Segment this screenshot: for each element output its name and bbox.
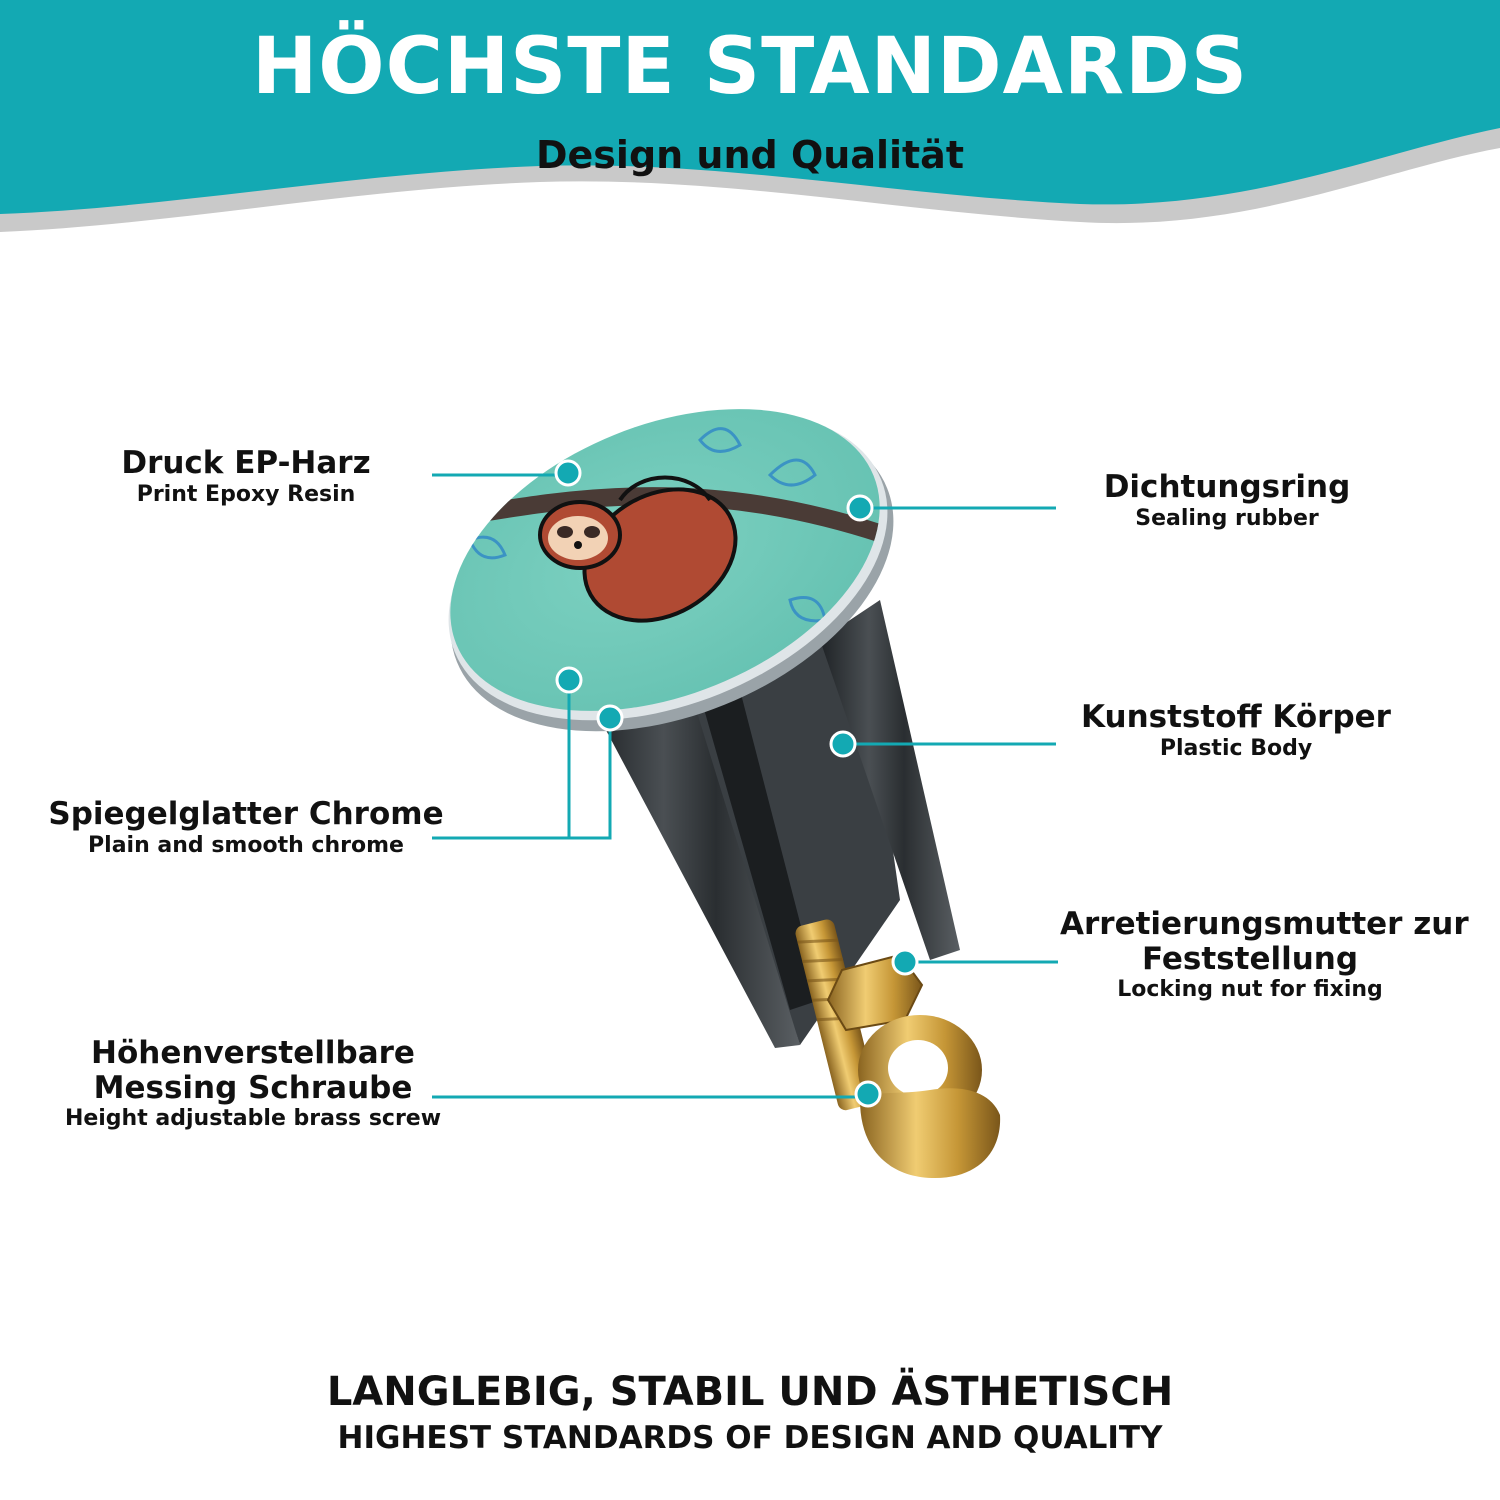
callout-plastic-body — [1071, 700, 1401, 761]
page-subtitle: Design und Qualität — [535, 133, 964, 177]
page-title: HÖCHSTE STANDARDS — [252, 22, 1248, 112]
footer-line-1: LANGLEBIG, STABIL UND ÄSTHETISCH — [326, 1369, 1174, 1415]
callout-locking-nut — [1060, 906, 1469, 1003]
callout-chrome — [46, 797, 446, 858]
callout-chrome-en: Plain and smooth chrome — [88, 832, 404, 858]
callout-body-en: Plastic Body — [1159, 735, 1313, 761]
callout-seal-en: Sealing rubber — [1135, 505, 1319, 531]
callout-seal-de: Dichtungsring — [1103, 469, 1351, 505]
callout-nut-de-2: Feststellung — [1141, 940, 1359, 977]
callout-sealing-rubber — [1087, 470, 1367, 531]
callout-chrome-de: Spiegelglatter Chrome — [48, 796, 444, 832]
callout-nut-de-1: Arretierungsmutter zur — [1060, 906, 1469, 942]
callout-print-de: Druck EP-Harz — [121, 445, 371, 481]
callout-print-epoxy — [96, 446, 396, 507]
callout-screw-en: Height adjustable brass screw — [64, 1106, 442, 1132]
callout-screw-de-1: Höhenverstellbare — [91, 1035, 415, 1071]
callout-screw-de-2: Messing Schraube — [93, 1069, 413, 1106]
callout-brass-screw — [48, 1036, 458, 1132]
footer-line-2: HIGHEST STANDARDS OF DESIGN AND QUALITY — [337, 1420, 1163, 1456]
callout-print-en: Print Epoxy Resin — [136, 481, 356, 507]
callout-body-de: Kunststoff Körper — [1081, 699, 1391, 735]
callout-nut-en: Locking nut for fixing — [1117, 977, 1383, 1003]
